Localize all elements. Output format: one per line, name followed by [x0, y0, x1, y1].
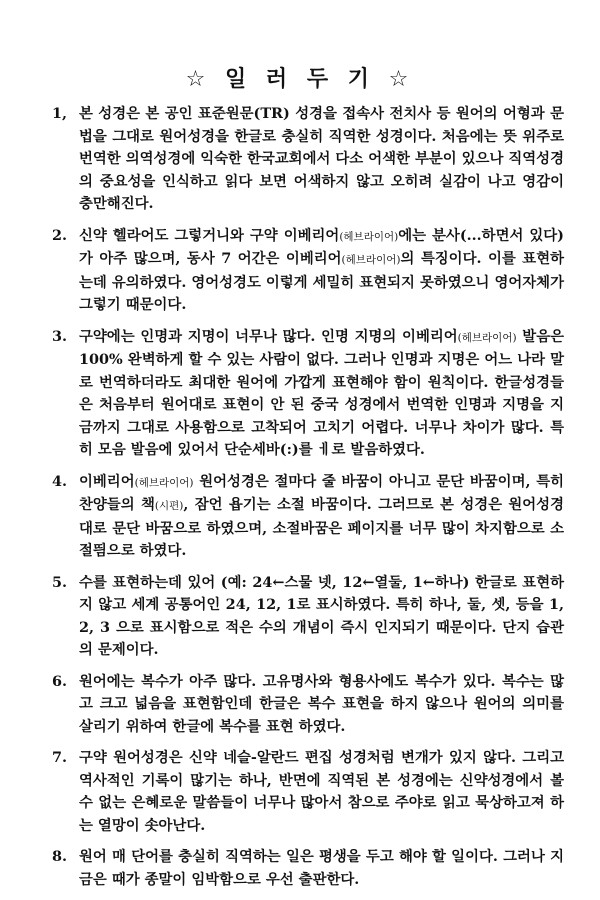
star-icon: ☆ [388, 67, 415, 92]
text-segment: 신약 헬라어도 그렇거니와 구약 이베리어 [79, 226, 340, 244]
item-text [79, 473, 564, 560]
text-segment: 원어성경은 절마다 줄 바꿈이 아니고 문단 바꿈이며, 특히 찬양들의 책 [79, 472, 564, 513]
item-number: 4. [52, 472, 68, 490]
notes-list [52, 103, 564, 900]
text-segment: 의 특징이다. 이를 표현하는데 유의하였다. 영어성경도 이렇게 세밀히 표현되지 못하였으니 영어자체가 그렇기 때문이다. [79, 250, 564, 313]
annotation-text: (헤브라이어) [341, 254, 401, 266]
list-item [52, 326, 564, 462]
list-item [52, 671, 564, 739]
list-item [52, 225, 564, 317]
list-item [52, 103, 564, 216]
item-number: 2. [52, 226, 68, 244]
list-item [52, 471, 564, 563]
title-text: 일 러 두 기 [225, 67, 375, 92]
item-number: 6. [52, 672, 68, 690]
item-text: 원어 매 단어를 충실히 직역하는 일은 평생을 두고 해야 할 일이다. 그러나 지금은 때가 종말이 임박함으로 우선 출판한다. [79, 848, 564, 888]
text-segment: 발음은 100% 완벽하게 할 수 있는 사람이 없다. 그러나 인명과 지명은 어느 나라 말로 번역하더라도 최대한 원어에 가깝게 표현해야 함이 원칙이다. 한글성경들은 처음부터 원어대로 표현이 안 된 중국 성경에서 번역한 인명과 지명을 지금까지 그대로 사용함으로 고착되어 고치기 어렵다. 너무나 차이가 많다. 특히 모음 발음에 있어서 단순세바(:)를 ㅔ로 발음하였다. [79, 327, 564, 458]
text-segment: 에는 분사(...하면서 있다)가 아주 많으며, 동사 7 어간은 이베리어 [79, 226, 564, 267]
annotation-text: (헤브라이어) [134, 476, 194, 489]
star-icon: ☆ [185, 67, 212, 92]
item-number: 1, [52, 105, 68, 122]
item-number: 5. [52, 573, 68, 591]
item-number: 7. [52, 749, 68, 766]
list-item [52, 846, 564, 891]
item-text: 원어에는 복수가 아주 많다. 고유명사와 형용사에도 복수가 있다. 복수는 많고 크고 넓음을 표현함인데 한글은 복수 표현을 하지 않으나 원어의 의미를 살리기 위하여 한글에 복수를 표현 하였다. [79, 672, 564, 735]
item-text: 본 성경은 본 공인 표준원문(TR) 성경을 접속사 전치사 등 원어의 어형과 문법을 그대로 원어성경을 한글로 충실히 직역한 성경이다. 처음에는 뜻 위주로 번역한 의역성경에 익숙한 한국교회에서 다소 어색한 부분이 있으나 직역성경의 중요성을 인식하고 읽다 보면 어색하지 않고 오히려 실감이 나고 영감이 충만해진다. [79, 105, 564, 212]
annotation-text: (헤브라이어) [339, 230, 399, 243]
item-number: 3. [52, 327, 68, 345]
item-number: 8. [52, 848, 68, 865]
item-text: 수를 표현하는데 있어 (예: 24←스물 넷, 12←열둘, 1←하나) 한글로 표현하지 않고 세계 공통어인 24, 12, 1로 표시하였다. 특히 하나, 둘, 셋, 등을 1, 2, 3 으로 표시함으로 적은 수의 개념이 즉시 인지되기 때문이다. 단지 습관의 문제이다. [79, 573, 564, 658]
item-text [79, 328, 564, 459]
list-item [52, 572, 564, 662]
list-item [52, 747, 564, 837]
item-text: 구약 원어성경은 신약 네슬-알란드 편집 성경처럼 변개가 있지 않다. 그리고 역사적인 기록이 많기는 하나, 반면에 직역된 본 성경에는 신약성경에서 볼 수 없는 은혜로운 말씀들이 너무나 많아서 참으로 주야로 읽고 묵상하고져 하는 열망이 솟아난다. [79, 749, 564, 834]
annotation-text: (헤브라이어) [457, 331, 517, 344]
item-text [79, 227, 564, 314]
annotation-text: (시편) [154, 500, 184, 512]
text-segment: 이베리어 [79, 472, 135, 490]
text-segment: 구약에는 인명과 지명이 너무나 많다. 인명 지명의 이베리어 [79, 327, 458, 345]
page-title [0, 62, 600, 93]
text-segment: , 잠언 욥기는 소절 바꿈이다. 그러므로 본 성경은 원어성경대로 문단 바꿈으로 하였으며, 소절바꿈은 페이지를 너무 많이 차지함으로 소절띔으로 하였다. [79, 496, 564, 559]
